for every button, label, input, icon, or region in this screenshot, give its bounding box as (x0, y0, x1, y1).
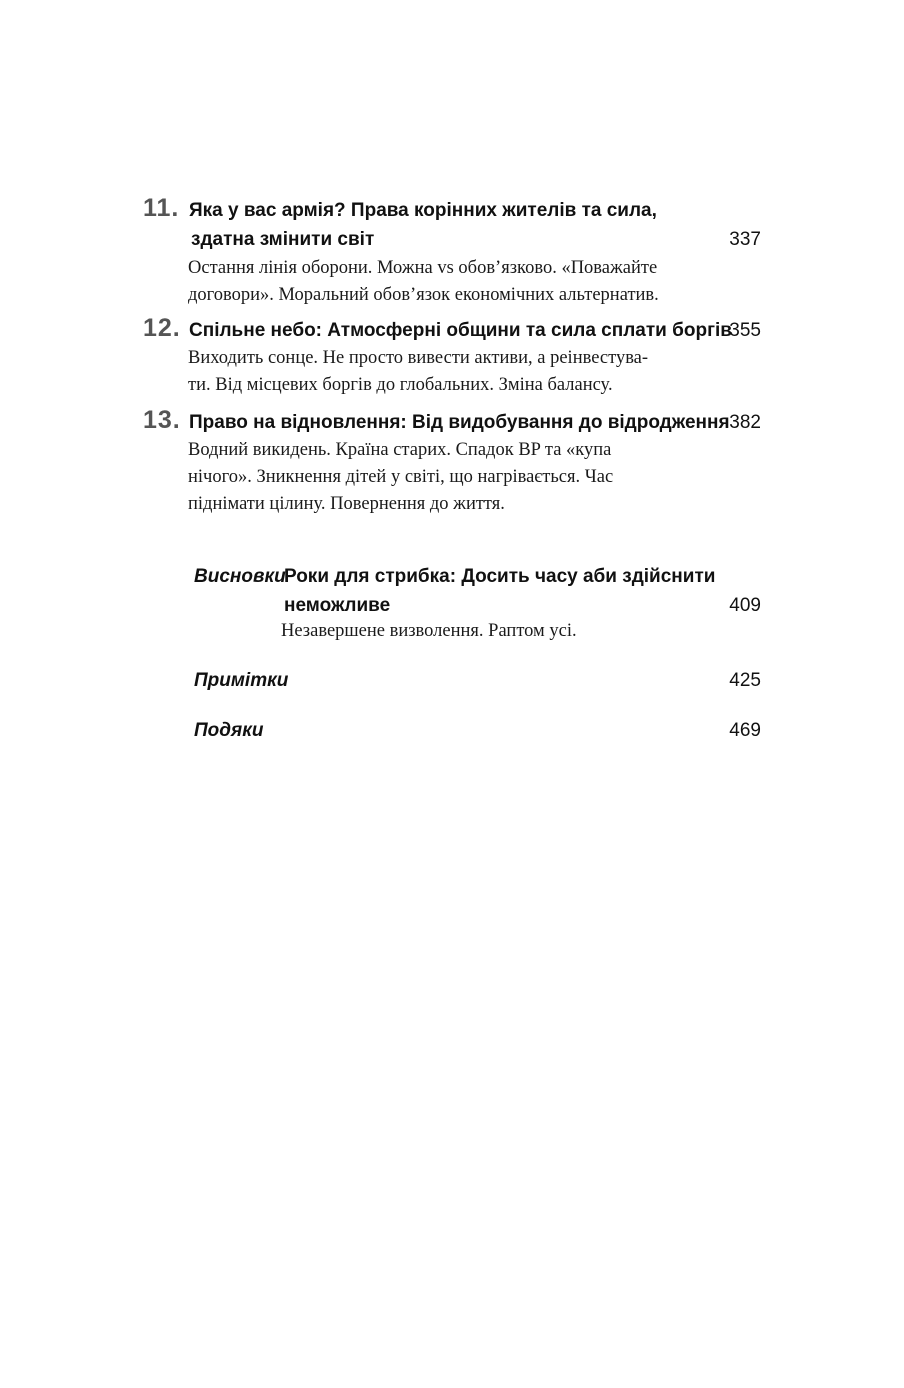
section-label: Подяки (194, 720, 264, 741)
section-page-number: 425 (729, 670, 761, 691)
section-page-number: 409 (729, 595, 761, 616)
chapter-page-number: 382 (729, 412, 761, 433)
chapter-page-number: 355 (729, 320, 761, 341)
section-title-line2: неможливе (284, 595, 391, 616)
chapter-title-line1: Право на відновлення: Від видобування до відродження (189, 412, 730, 433)
chapter-description-line: піднімати цілину. Повернення до життя. (188, 494, 505, 514)
chapter-description (188, 345, 748, 399)
chapter-title-line1: Яка у вас армія? Права корінних жителів та сила, (189, 200, 657, 221)
chapter-number: 13. (143, 406, 181, 434)
section-title (284, 562, 716, 620)
chapter-description-line: Виходить сонце. Не просто вивести активи, а реінвестува- (188, 348, 649, 368)
chapter-title (189, 196, 729, 254)
chapter-title (189, 408, 729, 437)
chapter-description (188, 255, 748, 309)
section-description: Незавершене визволення. Раптом усі. (281, 621, 577, 641)
chapter-page-number: 337 (729, 229, 761, 250)
section-label: Висновки (194, 566, 286, 587)
chapter-description-line: Остання лінія оборони. Можна vs обов’язково. «Поважайте (188, 258, 658, 278)
chapter-title-line1: Спільне небо: Атмосферні общини та сила сплати боргів (189, 320, 732, 341)
chapter-description (188, 437, 748, 518)
chapter-description-line: договори». Моральний обов’язок економічних альтернатив. (188, 285, 659, 305)
chapter-title (189, 316, 732, 345)
chapter-number: 12. (143, 314, 181, 342)
section-label: Примітки (194, 670, 289, 691)
section-title-line1: Роки для стрибка: Досить часу аби здійснити (284, 566, 716, 587)
chapter-description-line: нічого». Зникнення дітей у світі, що нагрівається. Час (188, 467, 614, 487)
chapter-description-line: ти. Від місцевих боргів до глобальних. Зміна балансу. (188, 375, 613, 395)
section-page-number: 469 (729, 720, 761, 741)
chapter-description-line: Водний викидень. Країна старих. Спадок BP та «купа (188, 440, 612, 460)
chapter-number: 11. (143, 194, 180, 222)
chapter-title-line2: здатна змінити світ (191, 229, 375, 250)
